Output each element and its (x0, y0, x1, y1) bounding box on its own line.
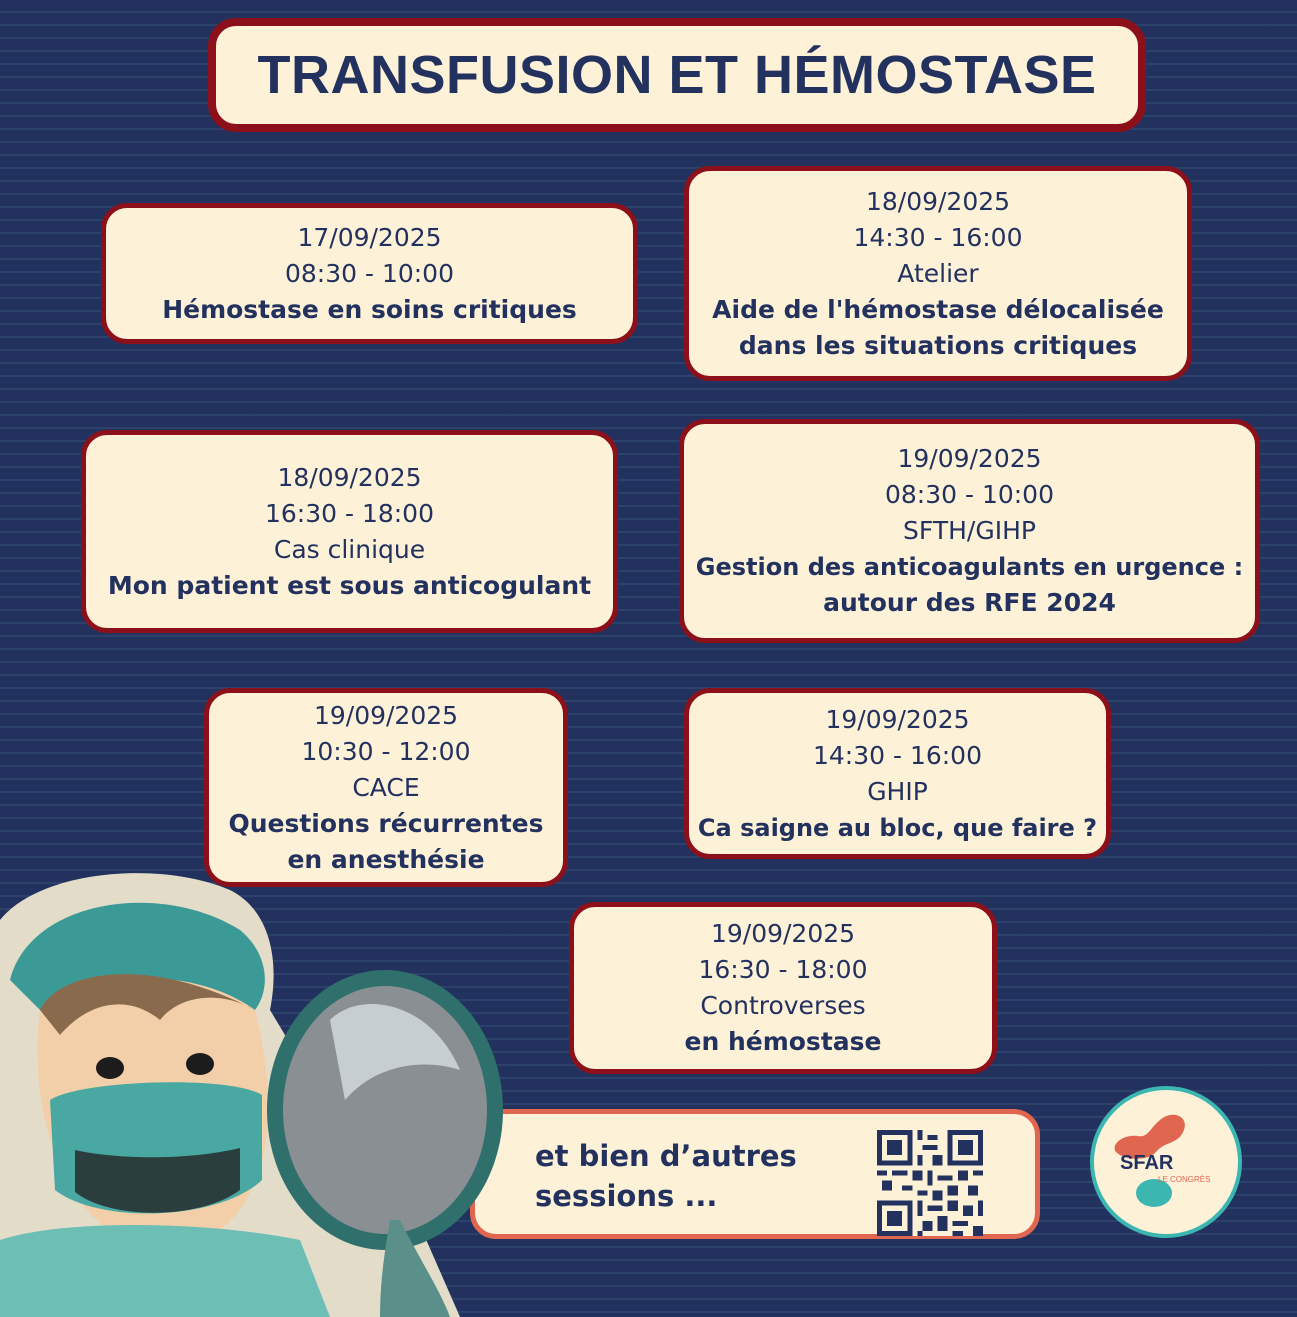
more-line-1: et bien d’autres (535, 1139, 797, 1173)
session-card (204, 688, 568, 887)
session-title: Gestion des anticoagulants en urgence : (695, 553, 1244, 581)
session-title: Mon patient est sous anticogulant (107, 570, 592, 600)
sfar-logo (1090, 1086, 1242, 1238)
session-date: 19/09/2025 (313, 700, 459, 730)
session-title: Aide de l'hémostase délocalisée (712, 294, 1164, 324)
session-date: 18/09/2025 (277, 462, 422, 492)
session-card (569, 902, 997, 1074)
session-card (81, 430, 618, 633)
session-time: 14:30 - 16:00 (812, 740, 982, 770)
title-banner (208, 18, 1146, 132)
session-title: autour des RFE 2024 (823, 588, 1116, 617)
session-title: dans les situations critiques (738, 330, 1138, 360)
session-title: Questions récurrentes (228, 808, 544, 838)
nurse-illustration (0, 860, 510, 1317)
session-time: 08:30 - 10:00 (284, 258, 454, 288)
session-date: 19/09/2025 (825, 704, 970, 734)
session-time: 16:30 - 18:00 (698, 955, 868, 984)
session-kind: GHIP (867, 776, 928, 806)
session-time: 14:30 - 16:00 (853, 222, 1023, 252)
qr-code-icon[interactable] (877, 1130, 983, 1236)
page-title: TRANSFUSION ET HÉMOSTASE (257, 45, 1097, 105)
session-title: Hémostase en soins critiques (162, 294, 577, 324)
session-time: 16:30 - 18:00 (264, 498, 434, 528)
session-date: 19/09/2025 (710, 919, 856, 948)
session-title: en hémostase (684, 1027, 882, 1056)
sfar-logo-subtitle: LE CONGRÈS (1158, 1175, 1211, 1184)
session-title: Ca saigne au bloc, que faire ? (697, 813, 1098, 842)
session-kind: Atelier (897, 258, 979, 288)
session-kind: CACE (352, 772, 420, 802)
session-date: 19/09/2025 (897, 444, 1042, 473)
session-kind: Controverses (700, 991, 866, 1020)
session-card (679, 419, 1260, 643)
session-title: en anesthésie (287, 844, 485, 874)
session-card (684, 688, 1111, 859)
session-kind: Cas clinique (273, 534, 426, 564)
sfar-logo-text: SFAR (1120, 1152, 1174, 1174)
session-card (684, 166, 1192, 381)
session-kind: SFTH/GIHP (903, 516, 1036, 545)
more-sessions-box (470, 1109, 1040, 1239)
more-line-2: sessions ... (535, 1179, 718, 1213)
session-time: 08:30 - 10:00 (884, 480, 1054, 509)
session-card (101, 203, 638, 344)
more-sessions-text (535, 1136, 825, 1216)
session-time: 10:30 - 12:00 (301, 736, 471, 766)
session-date: 17/09/2025 (297, 222, 442, 252)
session-date: 18/09/2025 (865, 186, 1011, 216)
